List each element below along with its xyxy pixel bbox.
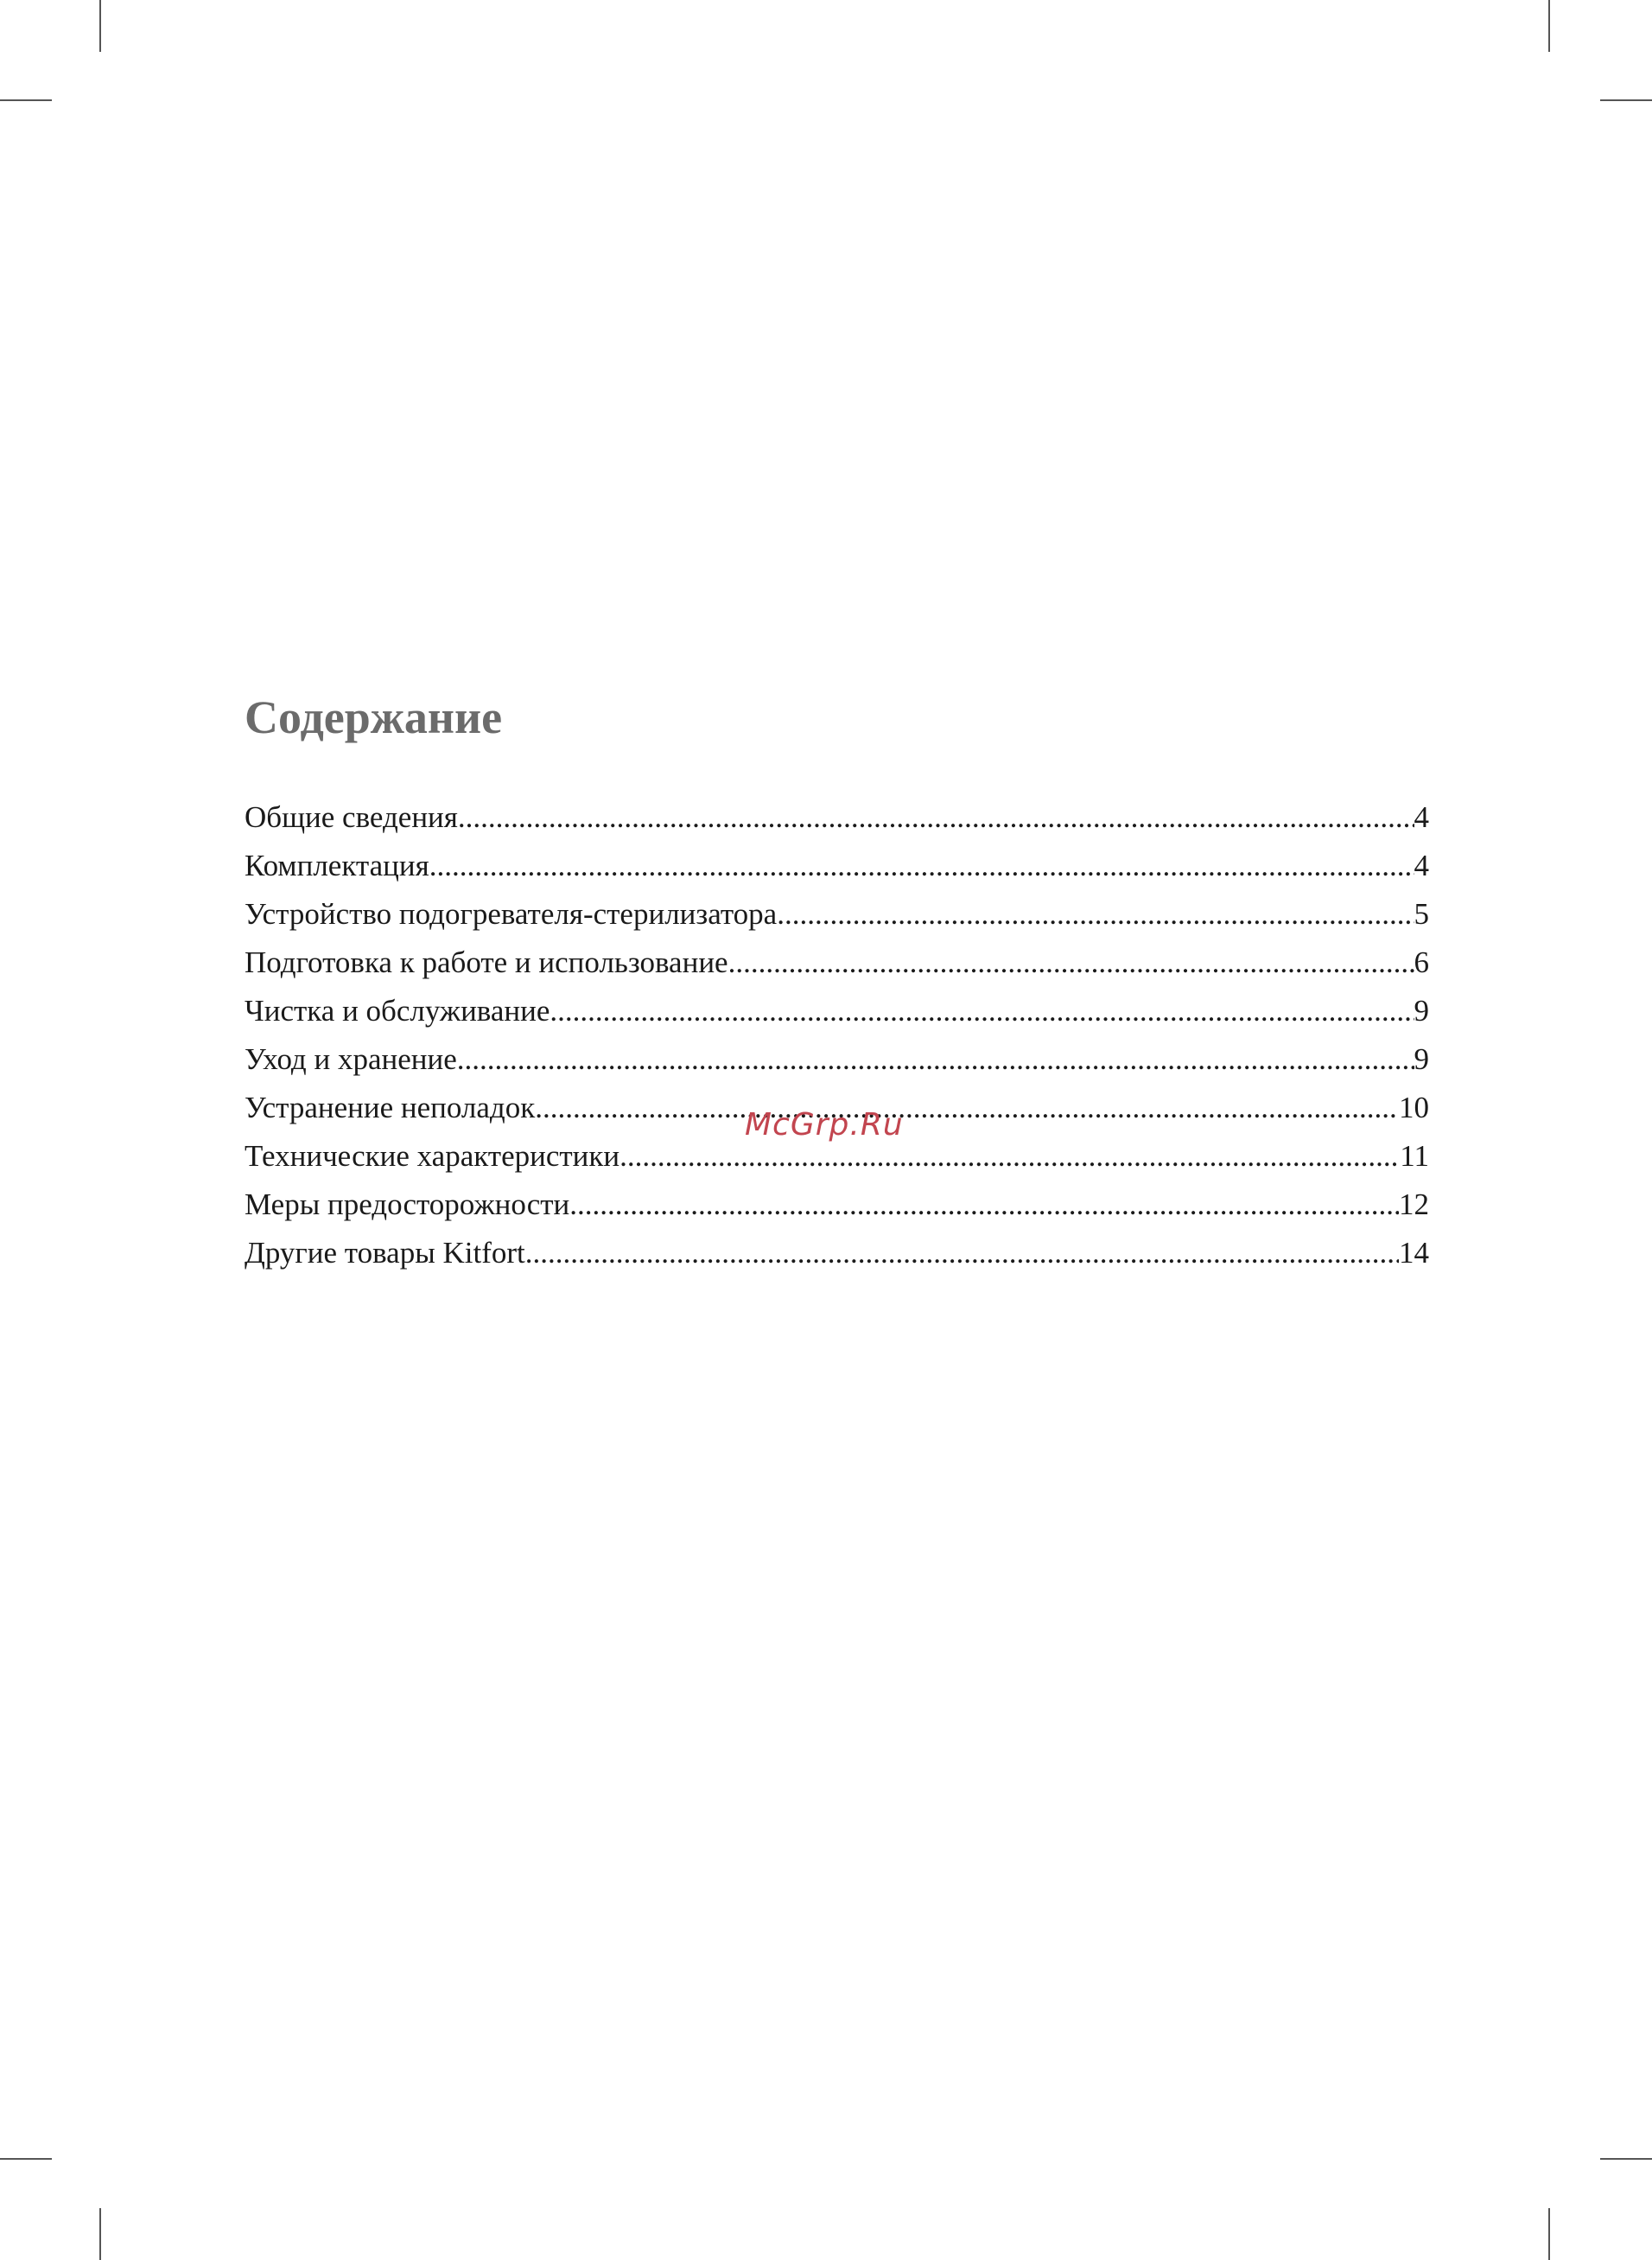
- crop-mark-bottom-right-vertical: [1548, 2208, 1550, 2260]
- toc-dot-leader: [429, 842, 1414, 890]
- crop-mark-bottom-left-vertical: [99, 2208, 101, 2260]
- watermark: McGrp.Ru: [745, 1107, 904, 1143]
- toc-dot-leader: [728, 939, 1414, 987]
- toc-title: Содержание: [245, 691, 503, 743]
- toc-entry[interactable]: [245, 1229, 1429, 1277]
- toc-entry-label: Меры предосторожности: [245, 1187, 570, 1221]
- crop-mark-top-left-vertical: [99, 0, 101, 52]
- toc-entry-label: Устройство подогревателя-стерилизатора: [245, 897, 778, 931]
- toc-entry-page: 6: [1414, 945, 1429, 979]
- toc-entry[interactable]: [245, 1181, 1429, 1229]
- toc-list: [245, 793, 1429, 1277]
- toc-entry-page: 11: [1400, 1139, 1429, 1173]
- toc-dot-leader: [569, 1181, 1399, 1229]
- toc-entry-page: 12: [1399, 1187, 1429, 1221]
- crop-mark-top-right-vertical: [1548, 0, 1550, 52]
- toc-entry[interactable]: [245, 793, 1429, 842]
- toc-entry-page: 9: [1414, 1042, 1429, 1076]
- toc-entry-label: Чистка и обслуживание: [245, 994, 550, 1028]
- toc-entry[interactable]: [245, 987, 1429, 1035]
- toc-entry[interactable]: [245, 842, 1429, 890]
- toc-entry-label: Уход и хранение: [245, 1042, 457, 1076]
- toc-entry-label: Другие товары Kitfort: [245, 1236, 525, 1270]
- toc-entry-label: Подготовка к работе и использование: [245, 945, 728, 979]
- toc-entry-page: 4: [1414, 849, 1429, 882]
- toc-dot-leader: [457, 1035, 1414, 1084]
- toc-dot-leader: [550, 987, 1414, 1035]
- toc-entry-label: Общие сведения: [245, 800, 458, 834]
- toc-dot-leader: [458, 793, 1414, 842]
- toc-dot-leader: [620, 1132, 1400, 1181]
- crop-mark-top-left-horizontal: [0, 99, 52, 101]
- toc-entry[interactable]: [245, 890, 1429, 939]
- toc-entry-page: 4: [1414, 800, 1429, 834]
- toc-entry-label: Комплектация: [245, 849, 429, 882]
- crop-mark-bottom-left-horizontal: [0, 2158, 52, 2160]
- toc-entry-page: 10: [1399, 1091, 1429, 1124]
- crop-mark-top-right-horizontal: [1600, 99, 1652, 101]
- toc-dot-leader: [525, 1229, 1399, 1277]
- toc-entry-label: Устранение неполадок: [245, 1091, 536, 1124]
- toc-entry[interactable]: [245, 1035, 1429, 1084]
- toc-entry-page: 14: [1399, 1236, 1429, 1270]
- toc-dot-leader: [535, 1084, 1399, 1132]
- toc-entry-page: 5: [1414, 897, 1429, 931]
- toc-entry-label: Технические характеристики: [245, 1139, 620, 1173]
- crop-mark-bottom-right-horizontal: [1600, 2158, 1652, 2160]
- toc-dot-leader: [777, 890, 1414, 939]
- toc-entry[interactable]: [245, 939, 1429, 987]
- toc-entry-page: 9: [1414, 994, 1429, 1028]
